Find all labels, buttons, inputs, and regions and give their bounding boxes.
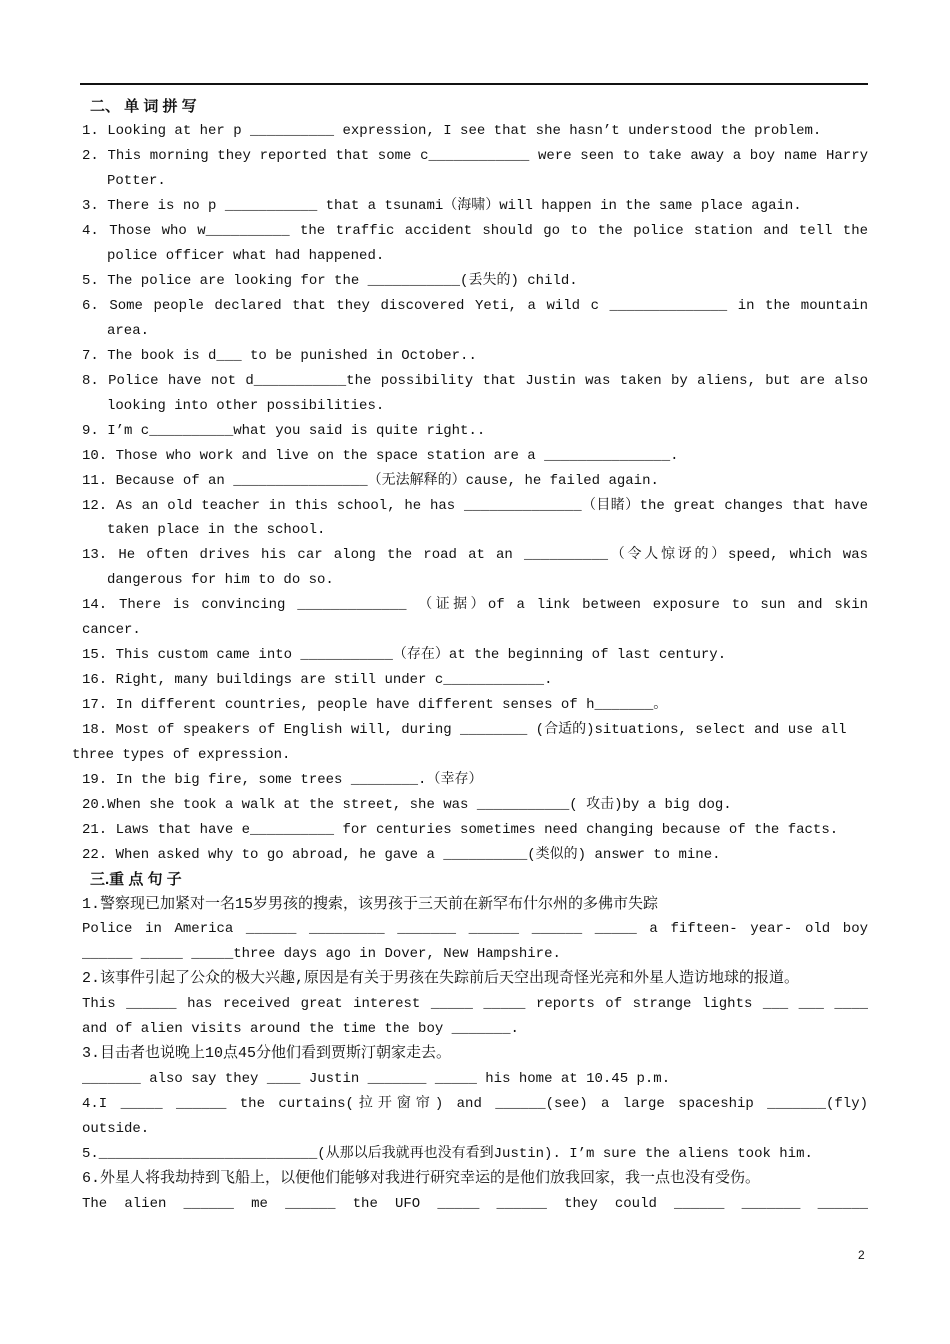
- item-line: 12. As an old teacher in this school, he has ______________（目睹）the great changes that have: [82, 497, 868, 514]
- section-title-word-spelling: 二、 单 词 拼 写: [90, 97, 197, 115]
- sentence-line: and of alien visits around the time the boy _______.: [82, 1021, 519, 1038]
- sentence-item-2: [0, 967, 950, 1042]
- item-line: 13. He often drives his car along the road at an __________（令人惊讶的）speed, which was: [82, 547, 868, 564]
- item-line: 15. This custom came into ___________（存在）at the beginning of last century.: [82, 647, 727, 664]
- spelling-item-2: [0, 144, 950, 194]
- sentence-line: This ______ has received great interest _____ _____ reports of strange lights ___ ___ ____: [82, 996, 868, 1013]
- spelling-item-12: [0, 494, 950, 544]
- sentence-line: Police in America ______ _________ _______ ______ ______ _____ a fifteen- year- old boy: [82, 921, 868, 938]
- spelling-item-7: [0, 344, 950, 369]
- spelling-item-21: [0, 818, 950, 843]
- item-line: 2. This morning they reported that some c____________ were seen to take away a boy name Harry: [82, 148, 868, 165]
- item-line: 3. There is no p ___________ that a tsunami（海啸）will happen in the same place again.: [82, 198, 802, 215]
- item-line: 18. Most of speakers of English will, during ________ (合适的)situations, select and use all: [82, 721, 847, 738]
- section-title-key-sentences: 三.重 点 句 子: [90, 870, 182, 888]
- sentence-item-6: [0, 1167, 950, 1217]
- spelling-item-3: [0, 194, 950, 219]
- spelling-item-5: [0, 269, 950, 294]
- spelling-item-1: [0, 119, 950, 144]
- item-line: 20.When she took a walk at the street, she was ___________( 攻击)by a big dog.: [82, 796, 732, 813]
- item-line: 16. Right, many buildings are still under c____________.: [82, 672, 553, 689]
- item-line: 22. When asked why to go abroad, he gave a __________(类似的) answer to mine.: [82, 846, 721, 863]
- page-number: 2: [858, 1248, 865, 1262]
- sentence-item-5: [0, 1142, 950, 1167]
- sentence-prompt: 1.警察现已加紧对一名15岁男孩的搜索，该男孩于三天前在新罕布什尔州的多佛市失踪: [82, 895, 659, 913]
- item-line: 8. Police have not d___________the possibility that Justin was taken by aliens, but are also: [82, 372, 868, 389]
- spelling-item-4: [0, 219, 950, 269]
- item-line-continued: area.: [107, 322, 150, 339]
- spelling-item-15: [0, 643, 950, 668]
- item-line: 19. In the big fire, some trees ________.（幸存）: [82, 771, 483, 788]
- item-line: 6. Some people declared that they discovered Yeti, a wild c ______________ in the mountain: [82, 298, 868, 314]
- top-rule: [80, 83, 868, 85]
- sentence-line: The alien ______ me ______ the UFO _____ ______ they could ______ _______ ______: [82, 1195, 868, 1212]
- item-line-continued: Potter.: [107, 173, 166, 190]
- item-line: 11. Because of an ________________（无法解释的）cause, he failed again.: [82, 472, 659, 489]
- sentence-item-3: [0, 1042, 950, 1092]
- spelling-item-18: [0, 718, 950, 768]
- spelling-item-19: [0, 768, 950, 793]
- sentence-line: ______ _____ _____three days ago in Dover, New Hampshire.: [82, 946, 561, 963]
- sentence-prompt: 6.外星人将我劫持到飞船上，以便他们能够对我进行研究幸运的是他们放我回家，我一点也没有受伤。: [82, 1169, 761, 1187]
- sentence-line: outside.: [82, 1120, 150, 1137]
- sentence-item-1: [0, 893, 950, 968]
- spelling-item-16: [0, 668, 950, 693]
- item-line: 10. Those who work and live on the space station are a _______________.: [82, 447, 679, 464]
- item-line: 5. The police are looking for the ___________(丢失的) child.: [82, 273, 578, 290]
- item-line-continued: three types of expression.: [72, 746, 291, 763]
- item-line-continued: looking into other possibilities.: [107, 397, 385, 414]
- spelling-item-6: [0, 294, 950, 344]
- item-line: 9. I’m c__________what you said is quite right..: [82, 422, 486, 439]
- sentence-line: _______ also say they ____ Justin _______ _____ his home at 10.45 p.m.: [82, 1071, 671, 1088]
- sentence-prompt: 2.该事件引起了公众的极大兴趣,原因是有关于男孩在失踪前后天空出现奇怪光亮和外星人造访地球的报道。: [82, 970, 800, 988]
- item-line: 7. The book is d___ to be punished in October..: [82, 347, 477, 364]
- spelling-item-11: [0, 469, 950, 494]
- item-line: 21. Laws that have e__________ for centuries sometimes need changing because of the facts.: [82, 821, 839, 838]
- sentence-line: 4.I _____ ______ the curtains(拉开窗帘) and ______(see) a large spaceship _______(fly): [82, 1096, 868, 1112]
- spelling-item-9: [0, 419, 950, 444]
- spelling-item-14: [0, 593, 950, 643]
- item-line: 1. Looking at her p __________ expression, I see that she hasn’t understood the problem.: [82, 123, 822, 140]
- spelling-item-10: [0, 444, 950, 469]
- sentence-line: 5.__________________________(从那以后我就再也没有看到Justin). I’m sure the aliens took him.: [82, 1145, 813, 1162]
- spelling-item-17: [0, 693, 950, 718]
- item-line-continued: police officer what had happened.: [107, 248, 385, 265]
- spelling-item-8: [0, 369, 950, 419]
- spelling-item-20: [0, 793, 950, 818]
- item-line-continued: cancer.: [82, 622, 141, 639]
- item-line-continued: taken place in the school.: [107, 522, 326, 539]
- sentence-prompt: 3.目击者也说晚上10点45分他们看到贾斯汀朝家走去。: [82, 1045, 452, 1063]
- item-line: 4. Those who w__________ the traffic accident should go to the police station and tell the: [82, 223, 868, 240]
- item-line-continued: dangerous for him to do so.: [107, 572, 334, 589]
- item-line: 17. In different countries, people have different senses of h_______。: [82, 697, 668, 713]
- item-line: 14. There is convincing _____________ （证据）of a link between exposure to sun and skin: [82, 597, 868, 614]
- worksheet-content: [0, 95, 950, 1217]
- spelling-item-13: [0, 543, 950, 593]
- sentence-item-4: [0, 1092, 950, 1142]
- spelling-item-22: [0, 843, 950, 868]
